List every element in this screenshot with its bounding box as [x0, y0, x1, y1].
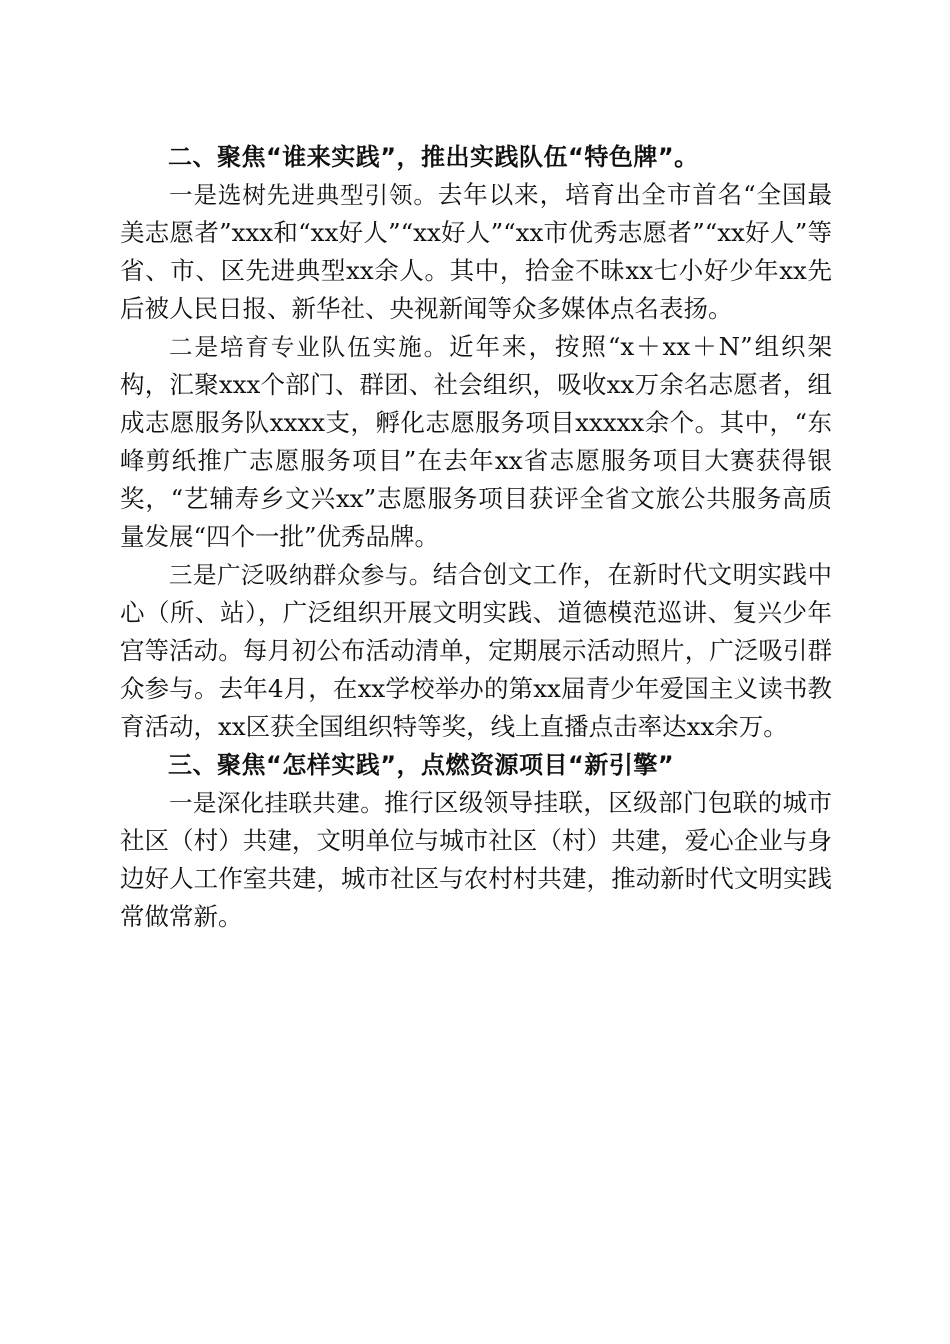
- paragraph-3: [120, 556, 832, 746]
- paragraph-2: [120, 328, 832, 556]
- section-heading-2: 二、聚焦“谁来实践”，推出实践队伍“特色牌”。: [168, 143, 699, 171]
- document-page: [120, 138, 832, 936]
- paragraph-lead: 一是深化挂联共建。: [169, 789, 385, 817]
- paragraph-1: [120, 176, 832, 328]
- paragraph-lead: 一是选树先进典型引领。: [169, 181, 438, 209]
- paragraph-body: 近年来，按照“x＋xx＋N”组织架构，汇聚xxx个部门、群团、社会组织，吸收xx万余名志愿者，组成志愿服务队xxxx支，孵化志愿服务项目xxxxx余个。其中，“东峰剪纸推广志愿服务项目”在去年xx省志愿服务项目大赛获得银奖，“艺辅寿乡文兴xx”志愿服务项目获评全省文旅公共服务高质量发展“四个一批”优秀品牌。: [120, 332, 832, 551]
- paragraph-body: 推行区级领导挂联，区级部门包联的城市社区（村）共建，文明单位与城市社区（村）共建，爱心企业与身边好人工作室共建，城市社区与农村村共建，推动新时代文明实践常做常新。: [120, 788, 833, 931]
- paragraph-body: 结合创文工作，在新时代文明实践中心（所、站），广泛组织开展文明实践、道德模范巡讲、复兴少年宫等活动。每月初公布活动清单，定期展示活动照片，广泛吸引群众参与。去年4月，在xx学校举办的第xx届青少年爱国主义读书教育活动，xx区获全国组织特等奖，线上直播点击率达xx余万。: [120, 560, 833, 741]
- paragraph-4: [120, 784, 832, 936]
- paragraph-lead: 二是培育专业队伍实施。: [169, 333, 450, 361]
- section-heading-3: 三、聚焦“怎样实践”，点燃资源项目“新引擎”: [168, 751, 675, 779]
- paragraph-lead: 三是广泛吸纳群众参与。: [169, 561, 433, 589]
- paragraph-body: 去年以来，培育出全市首名“全国最美志愿者”xxx和“xx好人”“xx好人”“xx市优秀志愿者”“xx好人”等省、市、区先进典型xx余人。其中，拾金不昧xx七小好少年xx先后被人民日报、新华社、央视新闻等众多媒体点名表扬。: [120, 180, 832, 323]
